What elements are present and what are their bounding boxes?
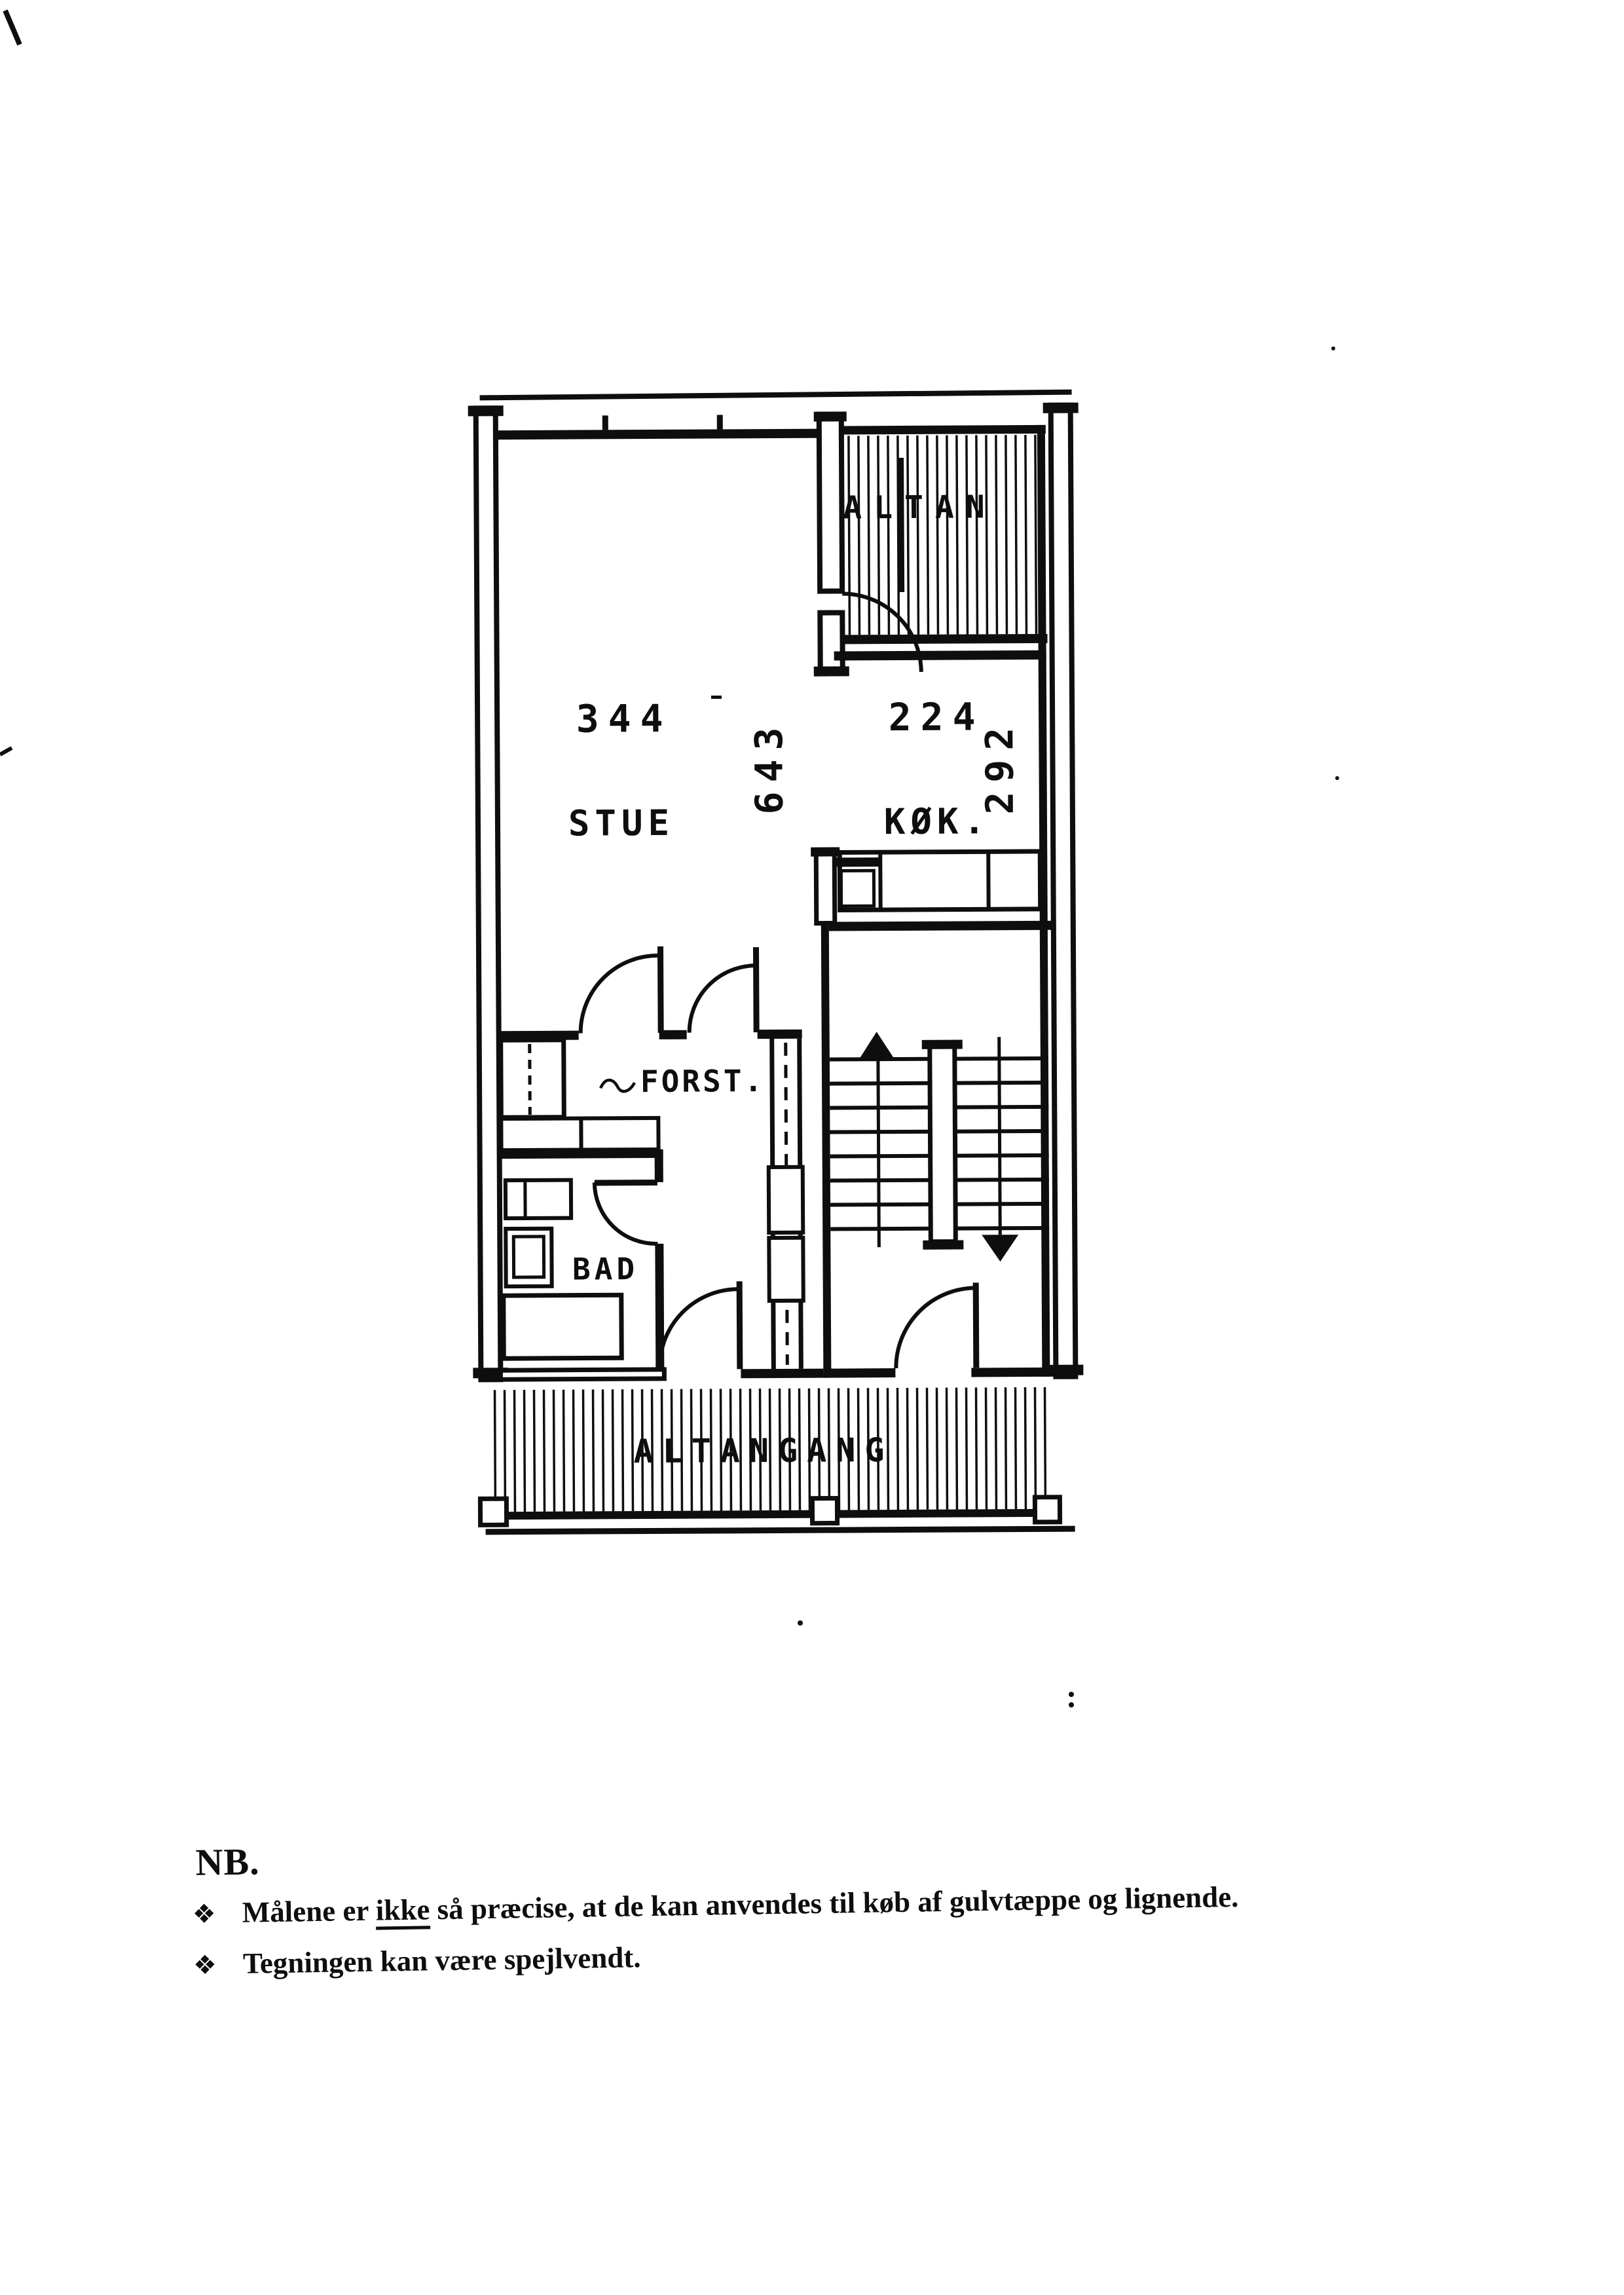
kitchen-counter-endbar: [836, 857, 880, 867]
flat-entry-door-arc: [659, 1289, 740, 1368]
bad-bottom-window-wall: [500, 1370, 664, 1379]
top-outer-wall-line: [480, 392, 1072, 398]
floor-plan: [468, 392, 1084, 1535]
walkway-post-left: [480, 1499, 506, 1525]
note-text: Tegningen kan være spejlvendt.: [242, 1941, 641, 1980]
altangang-label: ALTANGANG: [633, 1431, 894, 1471]
bad-door-arc: [595, 1182, 657, 1244]
kok-width-dimension: 224: [888, 694, 985, 740]
stue-label: STUE: [568, 802, 675, 844]
window-mullion-tick: [602, 415, 608, 430]
altan-top-rail: [841, 425, 1046, 435]
diamond-bullet-icon: ❖: [192, 1899, 216, 1930]
altan-bottom-rail: [834, 634, 1047, 644]
shaft-box-lower: [769, 1238, 803, 1301]
ground-line: [486, 1526, 1075, 1535]
passage-door-arc: [689, 965, 756, 1033]
altangang-rail: [485, 1509, 1060, 1520]
stair-center-rail: [930, 1045, 956, 1242]
bad-right-wall-upper: [655, 1149, 663, 1182]
right-wall-top-cap: [1043, 403, 1079, 413]
stue-kok-divider-post: [816, 850, 835, 924]
rail-top-cap: [922, 1040, 963, 1049]
diamond-bullet-icon: ❖: [193, 1950, 217, 1981]
altan-lower-post-cap: [814, 666, 849, 676]
down-arrow-stem: [999, 1037, 1001, 1235]
stair-treads-left: [830, 1059, 931, 1229]
kitchen-sink: [841, 870, 874, 906]
stairwell-entry-door-arc: [896, 1288, 976, 1368]
up-arrow-stem: [878, 1059, 879, 1247]
note-item: [193, 1929, 1346, 1981]
stue-bottom-wall-c: [758, 1030, 802, 1039]
altan-left-post: [819, 414, 842, 591]
stue-window-wall: [496, 429, 823, 440]
notes-heading: NB.: [195, 1840, 261, 1884]
altan-hatch: [849, 435, 1037, 635]
room-depth-dimension: 643: [747, 718, 792, 815]
kok-top-wall: [834, 650, 1046, 661]
window-mullion-tick: [717, 415, 723, 429]
divider-post-cap: [811, 847, 840, 856]
note-item: [192, 1878, 1345, 1930]
flat-entry-door-leaf: [737, 1281, 743, 1369]
altan-label: ALTAN: [843, 489, 997, 527]
shaft-box-upper: [769, 1167, 803, 1233]
passage-door-leaf: [753, 947, 760, 1032]
stairwell-left-wall: [821, 922, 832, 1378]
stairwell-entry-door-leaf: [973, 1282, 980, 1368]
sink-inner: [513, 1237, 544, 1277]
left-wall-top-cap: [468, 405, 504, 416]
altan-lower-post: [820, 612, 842, 669]
bad-top-wall: [500, 1149, 663, 1159]
kok-label: KØK.: [883, 800, 991, 843]
bad-door-leaf: [595, 1180, 657, 1186]
note-text: Målene er ikke så præcise, at de kan anvendes til køb af gulvtæppe og lignende.: [242, 1880, 1239, 1929]
stairs-down-arrow: [982, 1235, 1018, 1261]
handwritten-scribble: [600, 1080, 635, 1092]
left-exterior-wall: [476, 408, 501, 1379]
walkway-post-right: [1035, 1497, 1060, 1522]
stairwell-top-wall: [829, 921, 1056, 931]
bad-label: BAD: [572, 1251, 639, 1287]
stairs-up-arrow: [859, 1032, 895, 1059]
stairwell-bottom-wall-right: [971, 1368, 1056, 1377]
stairwell-bottom-wall-left: [823, 1368, 895, 1378]
stue-door-leaf: [657, 946, 664, 1033]
kok-depth-dimension: 292: [977, 718, 1022, 815]
forst-label: FORST.: [640, 1063, 766, 1100]
toilet: [506, 1180, 571, 1219]
underlined-word: ikke: [375, 1893, 430, 1930]
bathtub: [504, 1295, 622, 1358]
stue-width-dimension: 344: [576, 696, 673, 741]
notes-block: [191, 1822, 1346, 1998]
altan-left-post-cap: [814, 411, 847, 421]
flat-bottom-wall: [741, 1369, 823, 1379]
rail-bottom-cap: [923, 1241, 963, 1250]
stue-door-arc: [580, 956, 661, 1034]
right-exterior-wall: [1051, 405, 1076, 1377]
closet: [501, 1040, 564, 1118]
walkway-post-middle: [812, 1499, 837, 1523]
